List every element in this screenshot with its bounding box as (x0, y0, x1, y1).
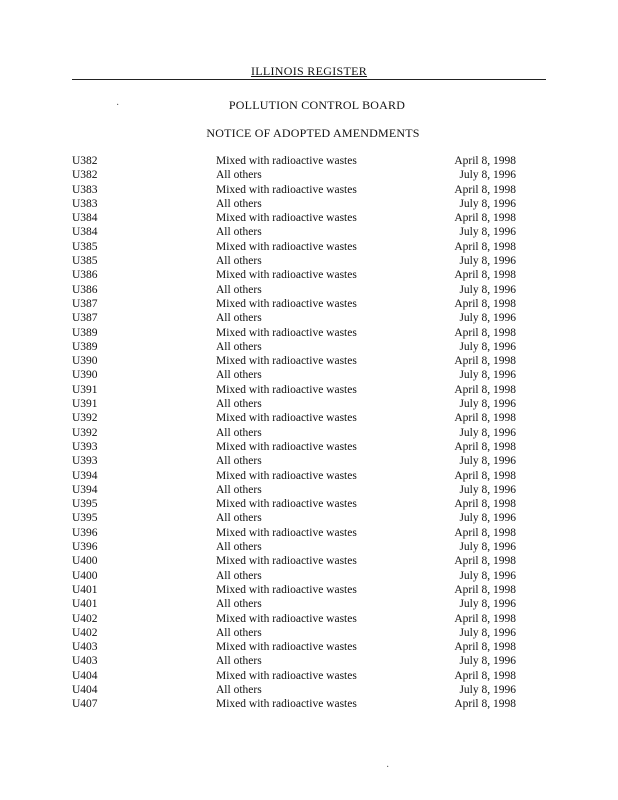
waste-description: Mixed with radioactive wastes (216, 612, 357, 625)
scan-speck: · (386, 762, 390, 773)
waste-description: Mixed with radioactive wastes (216, 669, 357, 682)
effective-date: April 8, 1998 (454, 555, 516, 568)
waste-description: Mixed with radioactive wastes (216, 469, 357, 482)
effective-date: July 8, 1996 (459, 512, 516, 525)
effective-date: July 8, 1996 (459, 312, 516, 325)
register-title: ILLINOIS REGISTER (250, 64, 368, 78)
waste-code-table (72, 154, 546, 712)
waste-description: All others (216, 255, 262, 268)
waste-code: U394 (72, 469, 98, 482)
waste-code: U383 (72, 183, 98, 196)
waste-description: Mixed with radioactive wastes (216, 555, 357, 568)
waste-description: Mixed with radioactive wastes (216, 297, 357, 310)
table-row (72, 183, 546, 197)
waste-code: U404 (72, 669, 98, 682)
waste-code: U403 (72, 655, 98, 668)
effective-date: April 8, 1998 (454, 498, 516, 511)
board-title: POLLUTION CONTROL BOARD (228, 98, 406, 112)
table-row (72, 469, 546, 483)
table-row (72, 354, 546, 368)
waste-code: U394 (72, 483, 98, 496)
effective-date: April 8, 1998 (454, 183, 516, 196)
waste-code: U401 (72, 583, 98, 596)
scan-speck: · (116, 100, 120, 111)
effective-date: April 8, 1998 (454, 326, 516, 339)
waste-description: All others (216, 569, 262, 582)
waste-code: U385 (72, 240, 98, 253)
waste-code: U386 (72, 283, 98, 296)
table-row (72, 497, 546, 511)
waste-description: All others (216, 626, 262, 639)
waste-code: U383 (72, 197, 98, 210)
waste-code: U407 (72, 698, 98, 711)
effective-date: April 8, 1998 (454, 355, 516, 368)
waste-code: U402 (72, 612, 98, 625)
table-row (72, 569, 546, 583)
waste-code: U391 (72, 398, 98, 411)
waste-code: U390 (72, 369, 98, 382)
waste-description: Mixed with radioactive wastes (216, 212, 357, 225)
waste-description: Mixed with radioactive wastes (216, 155, 357, 167)
table-row (72, 211, 546, 225)
table-row (72, 311, 546, 325)
table-row (72, 612, 546, 626)
table-row (72, 511, 546, 525)
table-row (72, 283, 546, 297)
waste-description: All others (216, 340, 262, 353)
table-row (72, 454, 546, 468)
table-row (72, 654, 546, 668)
waste-code: U400 (72, 569, 98, 582)
effective-date: April 8, 1998 (454, 669, 516, 682)
table-row (72, 154, 546, 168)
waste-description: Mixed with radioactive wastes (216, 698, 357, 711)
effective-date: April 8, 1998 (454, 269, 516, 282)
table-row (72, 397, 546, 411)
waste-description: All others (216, 455, 262, 468)
table-row (72, 254, 546, 268)
waste-description: All others (216, 398, 262, 411)
table-row (72, 540, 546, 554)
waste-description: Mixed with radioactive wastes (216, 183, 357, 196)
waste-code: U392 (72, 426, 98, 439)
waste-code: U389 (72, 326, 98, 339)
effective-date: April 8, 1998 (454, 297, 516, 310)
table-row (72, 597, 546, 611)
waste-description: All others (216, 512, 262, 525)
effective-date: July 8, 1996 (459, 197, 516, 210)
table-row (72, 697, 546, 711)
waste-code: U384 (72, 212, 98, 225)
waste-code: U393 (72, 440, 98, 453)
table-row (72, 526, 546, 540)
effective-date: July 8, 1996 (459, 598, 516, 611)
waste-code: U387 (72, 297, 98, 310)
register-header (72, 64, 546, 79)
effective-date: July 8, 1996 (459, 455, 516, 468)
table-row (72, 268, 546, 282)
waste-description: All others (216, 598, 262, 611)
waste-description: All others (216, 169, 262, 182)
table-row (72, 626, 546, 640)
table-row (72, 297, 546, 311)
waste-description: Mixed with radioactive wastes (216, 240, 357, 253)
effective-date: April 8, 1998 (454, 155, 516, 167)
effective-date: July 8, 1996 (459, 626, 516, 639)
waste-description: Mixed with radioactive wastes (216, 412, 357, 425)
waste-description: Mixed with radioactive wastes (216, 583, 357, 596)
waste-description: Mixed with radioactive wastes (216, 641, 357, 654)
table-row (72, 240, 546, 254)
waste-code: U386 (72, 269, 98, 282)
table-row (72, 225, 546, 239)
waste-code: U396 (72, 526, 98, 539)
effective-date: April 8, 1998 (454, 212, 516, 225)
table-row (72, 368, 546, 382)
effective-date: July 8, 1996 (459, 426, 516, 439)
table-row (72, 383, 546, 397)
waste-description: Mixed with radioactive wastes (216, 383, 357, 396)
effective-date: July 8, 1996 (459, 655, 516, 668)
waste-code: U400 (72, 555, 98, 568)
notice-title: NOTICE OF ADOPTED AMENDMENTS (206, 126, 420, 140)
waste-code: U403 (72, 641, 98, 654)
waste-description: All others (216, 312, 262, 325)
effective-date: July 8, 1996 (459, 169, 516, 182)
header-rule (72, 79, 546, 80)
table-row (72, 683, 546, 697)
effective-date: April 8, 1998 (454, 698, 516, 711)
table-row (72, 583, 546, 597)
waste-description: Mixed with radioactive wastes (216, 498, 357, 511)
effective-date: July 8, 1996 (459, 340, 516, 353)
table-row (72, 640, 546, 654)
effective-date: April 8, 1998 (454, 440, 516, 453)
waste-code: U389 (72, 340, 98, 353)
waste-code: U402 (72, 626, 98, 639)
effective-date: July 8, 1996 (459, 569, 516, 582)
waste-description: All others (216, 483, 262, 496)
table-row (72, 326, 546, 340)
table-row (72, 554, 546, 568)
waste-code: U395 (72, 512, 98, 525)
waste-code: U382 (72, 169, 98, 182)
waste-description: All others (216, 197, 262, 210)
effective-date: April 8, 1998 (454, 583, 516, 596)
waste-code: U391 (72, 383, 98, 396)
waste-code: U385 (72, 255, 98, 268)
waste-code: U382 (72, 155, 98, 167)
effective-date: April 8, 1998 (454, 612, 516, 625)
effective-date: July 8, 1996 (459, 255, 516, 268)
waste-description: Mixed with radioactive wastes (216, 440, 357, 453)
waste-code: U404 (72, 683, 98, 696)
waste-description: Mixed with radioactive wastes (216, 355, 357, 368)
waste-description: All others (216, 369, 262, 382)
waste-description: Mixed with radioactive wastes (216, 269, 357, 282)
waste-code: U401 (72, 598, 98, 611)
waste-code: U393 (72, 455, 98, 468)
waste-description: All others (216, 541, 262, 554)
waste-description: All others (216, 426, 262, 439)
waste-description: All others (216, 283, 262, 296)
table-row (72, 440, 546, 454)
table-row (72, 411, 546, 425)
waste-code: U390 (72, 355, 98, 368)
waste-description: All others (216, 655, 262, 668)
waste-code: U396 (72, 541, 98, 554)
effective-date: April 8, 1998 (454, 240, 516, 253)
waste-code: U392 (72, 412, 98, 425)
effective-date: July 8, 1996 (459, 398, 516, 411)
table-row (72, 168, 546, 182)
table-row (72, 426, 546, 440)
effective-date: July 8, 1996 (459, 541, 516, 554)
effective-date: April 8, 1998 (454, 526, 516, 539)
waste-code: U395 (72, 498, 98, 511)
effective-date: July 8, 1996 (459, 683, 516, 696)
table-row (72, 669, 546, 683)
effective-date: April 8, 1998 (454, 469, 516, 482)
effective-date: April 8, 1998 (454, 641, 516, 654)
effective-date: July 8, 1996 (459, 483, 516, 496)
waste-description: Mixed with radioactive wastes (216, 526, 357, 539)
waste-description: Mixed with radioactive wastes (216, 326, 357, 339)
waste-code: U384 (72, 226, 98, 239)
effective-date: July 8, 1996 (459, 283, 516, 296)
waste-description: All others (216, 683, 262, 696)
table-row (72, 340, 546, 354)
effective-date: July 8, 1996 (459, 226, 516, 239)
effective-date: April 8, 1998 (454, 412, 516, 425)
waste-code: U387 (72, 312, 98, 325)
effective-date: July 8, 1996 (459, 369, 516, 382)
table-row (72, 197, 546, 211)
waste-description: All others (216, 226, 262, 239)
effective-date: April 8, 1998 (454, 383, 516, 396)
table-row (72, 483, 546, 497)
